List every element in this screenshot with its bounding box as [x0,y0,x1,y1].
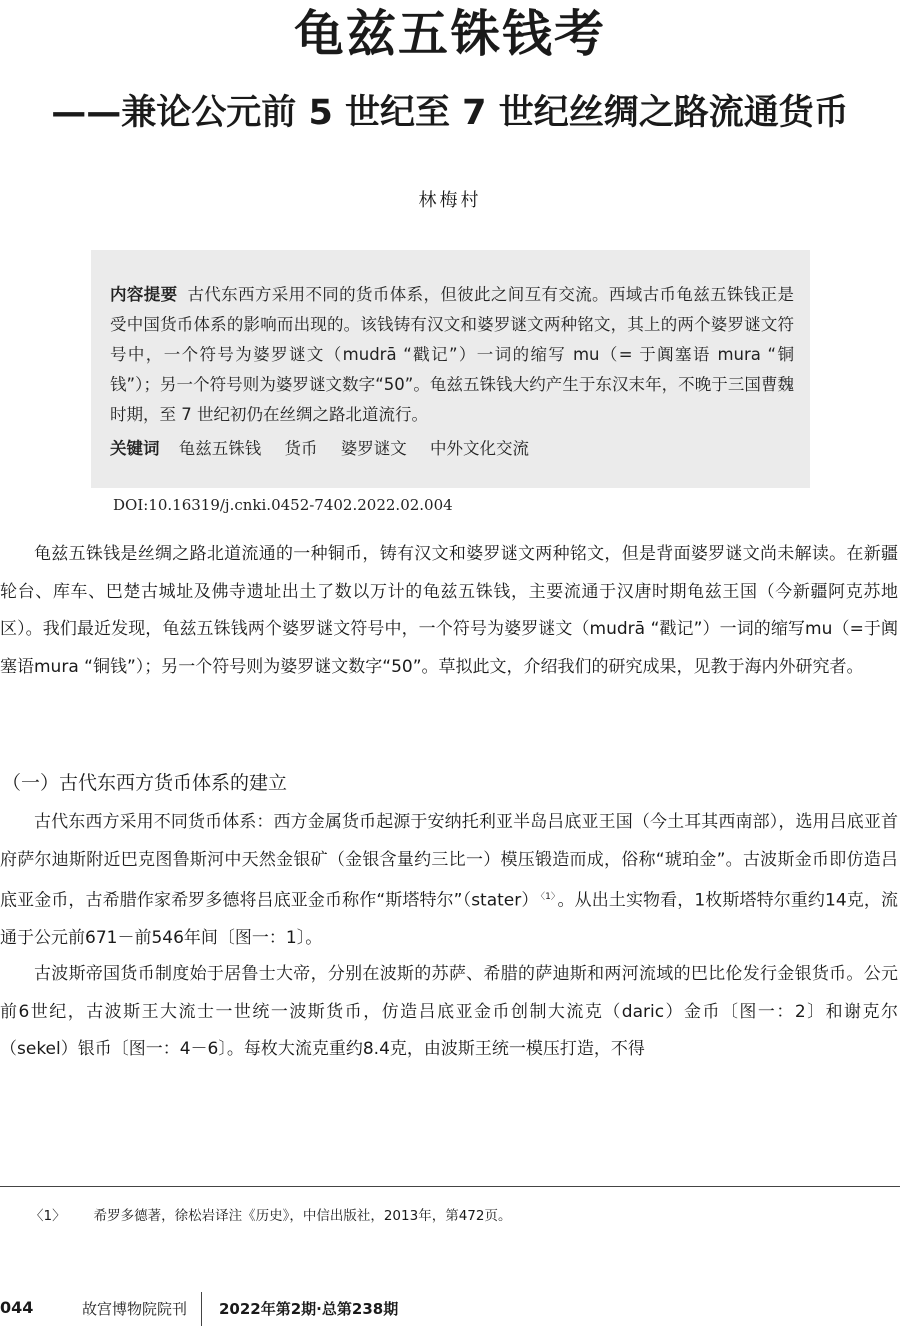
footer-divider [201,1292,202,1326]
keyword: 中外文化交流 [430,439,529,458]
author-name: 林梅村 [418,190,482,211]
doi: DOI:10.16319/j.cnki.0452-7402.2022.02.004 [113,496,453,514]
article-subtitle: ——兼论公元前 5 世纪至 7 世纪丝绸之路流通货币 [51,93,849,133]
footnote-mark: 〈1〉 [30,1208,66,1224]
paragraph-2-text-a: 古代东西方采用不同货币体系：西方金属货币起源于安纳托利亚半岛吕底亚王国（今土耳其西南部），选用吕底亚首府萨尔迪斯附近巴克图鲁斯河中天然金银矿（金银含量约三比一）模压锻造而成，俗称“琥珀金”。古波斯金币即仿造吕底亚金币，古希腊作家希罗多德将吕底亚金币称作“斯塔特尔”（stater） [0,812,898,911]
footnote-divider [0,1186,900,1187]
keyword: 龟兹五铢钱 [178,439,262,458]
keywords-row [110,434,547,464]
body-paragraph-3: 古波斯帝国货币制度始于居鲁士大帝，分别在波斯的苏萨、希腊的萨迪斯和两河流域的巴比伦发行金银货币。公元前6世纪，古波斯王大流士一世统一波斯货币，仿造吕底亚金币创制大流克（daric）金币〔图一：2〕和谢克尔（sekel）银币〔图一：4－6〕。每枚大流克重约8.4克，由波斯王统一模压打造，不得 [0,964,898,1059]
footnote-text: 希罗多德著，徐松岩译注《历史》，中信出版社，2013年，第472页。 [93,1208,512,1224]
section-heading: （一）古代东西方货币体系的建立 [2,772,288,794]
body-paragraph-1: 龟兹五铢钱是丝绸之路北道流通的一种铜币，铸有汉文和婆罗谜文两种铭文，但是背面婆罗谜文尚未解读。在新疆轮台、库车、巴楚古城址及佛寺遗址出土了数以万计的龟兹五铢钱，主要流通于汉唐时期龟兹王国（今新疆阿克苏地区）。我们最近发现，龟兹五铢钱两个婆罗谜文符号中，一个符号为婆罗谜文（mudrā “戳记”）一词的缩写mu（=于阗塞语mura “铜钱”）；另一个符号则为婆罗谜文数字“50”。草拟此文，介绍我们的研究成果，见教于海内外研究者。 [0,544,898,677]
article-title: 龟兹五铢钱考 [294,5,606,63]
journal-name: 故宫博物院院刊 [82,1300,188,1318]
footnote [30,1204,511,1224]
page-number: 044 [0,1298,34,1317]
keywords-label: 关键词 [110,439,160,458]
keyword: 婆罗谜文 [340,439,407,458]
abstract-label: 内容提要 [110,285,178,304]
footnote-reference[interactable]: 〈1〉 [540,892,556,902]
paragraph-2-text-b: 。从出土实物看，1枚斯塔特尔重约14克，流通于公元前671－前546年间〔图一：1〕。 [0,890,898,949]
abstract-text: 古代东西方采用不同的货币体系，但彼此之间互有交流。西域古币龟兹五铢钱正是受中国货币体系的影响而出现的。该钱铸有汉文和婆罗谜文两种铭文，其上的两个婆罗谜文符号中，一个符号为婆罗谜文（mudrā “戳记”）一词的缩写 mu（= 于阗塞语 mura “铜钱”）；另一个符号则为婆罗谜文数字“50”。龟兹五铢钱大约产生于东汉末年，不晚于三国曹魏时期，至 7 世纪初仍在丝绸之路北道流行。 [110,285,795,424]
body-paragraph-2 [0,804,898,958]
issue-info: 2022年第2期·总第238期 [219,1300,399,1318]
abstract-box [91,250,810,488]
keyword: 货币 [284,439,318,458]
abstract-text-block [110,280,794,430]
